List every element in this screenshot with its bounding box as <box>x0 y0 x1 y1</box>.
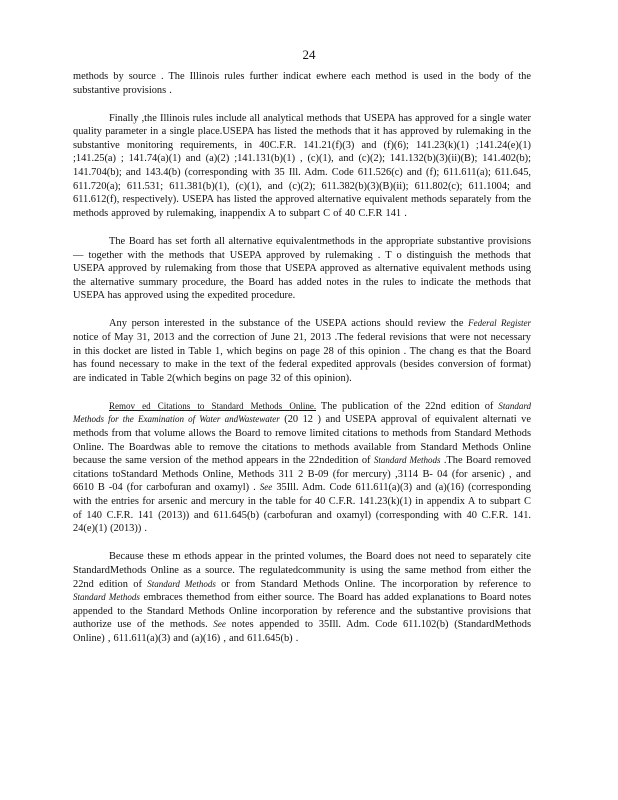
paragraph <box>73 317 531 385</box>
paragraph-text: notice of May 31, 2013 and the correction of June 21, 2013 .The federal revisions that were not necessary in this docket are listed in Table 1, which begins on page 28 of this opinion . The chang es that the Board has found necessary to make in the text of the federal expedited approvals (besides conversion of format) are indicated in Table 2(which begins on page 32 of this opinion). <box>73 332 531 384</box>
italic-text: Standard Methods for the Examination of Water andWastewater <box>73 400 532 425</box>
italic-text: See <box>259 482 273 493</box>
paragraph-text: The publication of the 22nd edition of <box>316 400 499 412</box>
italic-text: See <box>213 619 226 630</box>
paragraph <box>73 550 531 645</box>
paragraph-text: The Board has set forth all alternative equivalentmethods in the appropriate substantive provisions — together with the methods that USEPA approved by rulemaking . T o distinguish the methods that USEPA approved by rulemaking from those that USEPA approved as alternative equivalent methods using the alternative summary procedure, the Board has added notes in the rules to indicate the methods that USEPA has approved using the expedited procedure. <box>73 235 531 302</box>
italic-text: Standard Methods <box>73 592 140 603</box>
paragraph-text: Because these m ethods appear in the printed volumes, the Board does not need to separately cite StandardMethods Online as a source. The regulatedcommunity is using the same method from either the 22nd edition of <box>73 551 531 590</box>
section-heading: Remov ed Citations to Standard Methods Online. <box>109 400 317 411</box>
document-body <box>73 70 531 660</box>
paragraph-text: methods by source . The Illinois rules further indicat ewhere each method is used in the body of the substantive provisions . <box>73 71 531 96</box>
paragraph <box>73 400 531 536</box>
page-number: 24 <box>302 47 316 62</box>
paragraph-text: (20 12 ) and USEPA approval of equivalent alternati ve methods from that volume allows the Board to remove limited citations to methods from Standard Methods Online. The Boardwas able to remove the citations to methods available from Standard Methods Online because the same version of the method appears in the 22ndedition of <box>73 414 531 467</box>
italic-text: Standard Methods <box>147 578 216 589</box>
paragraph-text: Any person interested in the substance of the USEPA actions should review the <box>109 318 469 330</box>
paragraph <box>73 112 531 221</box>
paragraph-text: or from Standard Methods Online. The incorporation by reference to <box>215 578 531 590</box>
paragraph-text: embraces themethod from either source. The Board has added explanations to Board notes appended to the Standard Methods Online incorporation by reference and the substantive provisions that authorize use of the methods. <box>73 592 532 631</box>
paragraph-text: notes appended to 35Ill. Adm. Code 611.102(b) (StandardMethods Online) , 611.611(a)(3) and (a)(16) , and 611.645(b) . <box>73 619 531 644</box>
paragraph <box>73 235 531 303</box>
italic-text: Standard Methods <box>373 455 441 466</box>
paragraph-text: Finally ,the Illinois rules include all analytical methods that USEPA has approved for a single water quality parameter in a single place.USEPA has listed the methods that it has approved by rulemaking in the substantive monitoring requirements, in 40C.F.R. 141.21(f)(3) and (f)(6); 141.23(k)(1) ;141.24(e)(1) ;141.25(a) ; 141.74(a)(1) and (a)(2) ;141.131(b)(1) , (c)(1), and (c)(2); 141.132(b)(3)(ii)(B); 141.402(b); 141.704(b); and 143.4(b) (corresponding with 35 Ill. Adm. Code 611.526(c) and (f); 611.611(a); 611.645, 611.720(a); 611.531; 611.381(b)(1), (c)(1), and (c)(2); 611.382(b)(3)(B)(ii); 611.802(c); 611.1004; and 611.612(f), respectively). USEPA has listed the approved alternative equivalent methods separately from the methods approved by rulemaking, inappendix A to subpart C of 40 C.F.R 141 . <box>73 112 531 219</box>
paragraph-text: .The Board removed citations toStandard Methods Online, Methods 311 2 B-09 (for mercury) ,3114 B- 04 (for arsenic) , and 6610 B -04 (for carbofuran and oxamyl) . <box>73 455 531 494</box>
paragraph <box>73 70 531 97</box>
italic-text: Federal Register <box>468 318 531 329</box>
paragraph-text: 35Ill. Adm. Code 611.611(a)(3) and (a)(16) (corresponding with the entries for arsenic and mercury in the table for 40 C.F.R. 141.23(k)(1) in appendix A to subpart C of 140 C.F.R. 141 (2013)) and 611.645(b) (carbofuran and oxamyl) (corresponding with 40 C.F.R. 141. 24(e)(1) (2013)) . <box>73 482 531 535</box>
